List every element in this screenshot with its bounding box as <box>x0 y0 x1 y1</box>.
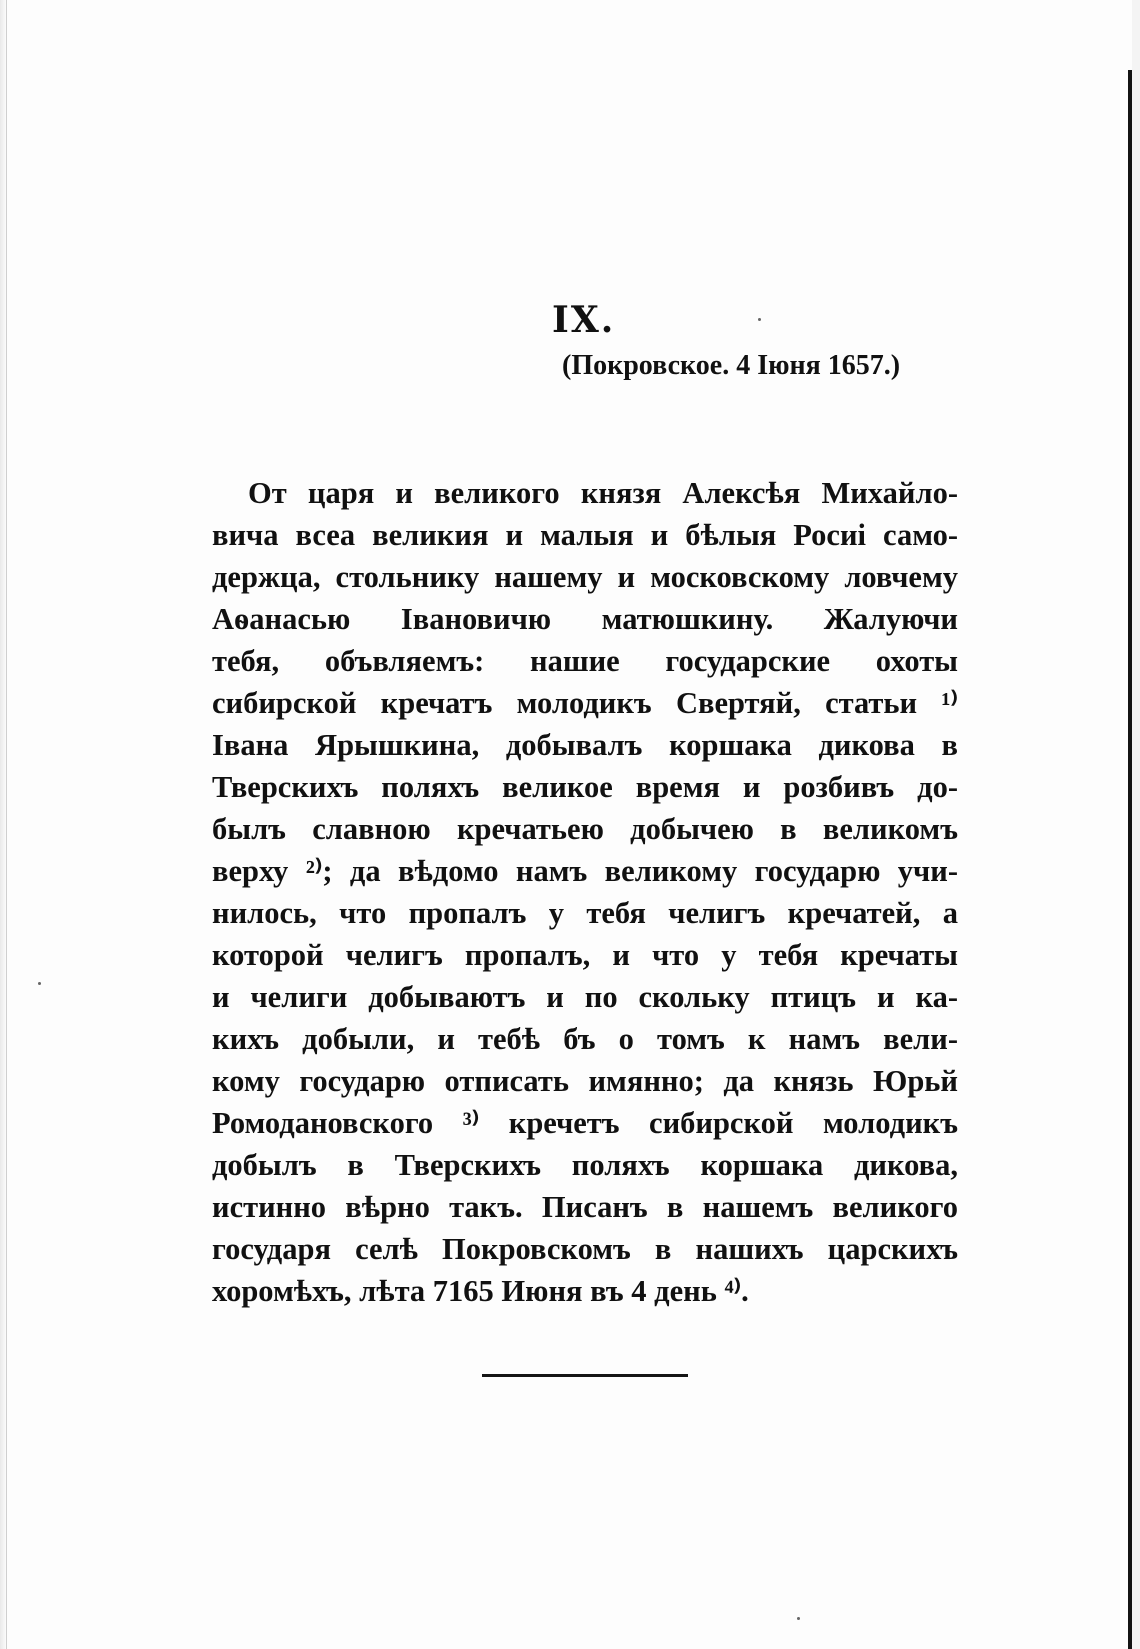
scan-speck <box>758 318 761 321</box>
text-line: Тверскихъ поляхъ великое время и розбивъ до- <box>212 770 958 804</box>
text-line: Івана Ярышкина, добывалъ коршака дикова в <box>212 728 958 762</box>
scan-speck <box>797 1617 800 1620</box>
text-line: государя селѣ Покровскомъ в нашихъ царскихъ <box>212 1232 958 1266</box>
text-line: От царя и великого князя Алексѣя Михайло- <box>248 476 958 510</box>
scan-speck <box>38 982 41 985</box>
text-line: нилось, что пропалъ у тебя челигъ кречатей, а <box>212 896 958 930</box>
text-line: хоромѣхъ, лѣта 7165 Июня въ 4 день ⁴⁾. <box>212 1274 749 1308</box>
text-line: Ромодановского ³⁾ кречетъ сибирской молодикъ <box>212 1106 958 1140</box>
text-line: и челиги добываютъ и по скольку птицъ и ка- <box>212 980 958 1014</box>
page-right-margin <box>1132 0 1140 1649</box>
text-line: тебя, объвляемъ: нашие государские охоты <box>212 644 958 678</box>
text-line: которой челигъ пропалъ, и что у тебя кречаты <box>212 938 958 972</box>
letter-text <box>212 472 958 1312</box>
text-line: истинно вѣрно такъ. Писанъ в нашемъ великого <box>212 1190 958 1224</box>
text-line: кому государю отписать имянно; да князь Юрьй <box>212 1064 958 1098</box>
text-line: верху ²⁾; да вѣдомо намъ великому государю учи- <box>212 854 958 888</box>
section-end-rule <box>482 1374 688 1377</box>
text-line: Аѳанасью Івановичю матюшкину. Жалуючи <box>212 602 958 636</box>
text-line: держца, стольнику нашему и московскому ловчему <box>212 560 958 594</box>
page-left-edge <box>0 0 7 1649</box>
dateline: (Покровское. 4 Іюня 1657.) <box>562 350 901 381</box>
text-line: былъ славною кречатьею добычею в великомъ <box>212 812 958 846</box>
text-line: кихъ добыли, и тебѣ бъ о томъ к намъ вели- <box>212 1022 958 1056</box>
text-line: сибирской кречатъ молодикъ Свертяй, статьи ¹⁾ <box>212 686 958 720</box>
text-line: вича всеа великия и малыя и бѣлыя Росиі само- <box>212 518 958 552</box>
text-line: добылъ в Тверскихъ поляхъ коршака дикова, <box>212 1148 958 1182</box>
chapter-number: IX. <box>552 299 616 341</box>
page-binding-line <box>1128 70 1132 1649</box>
